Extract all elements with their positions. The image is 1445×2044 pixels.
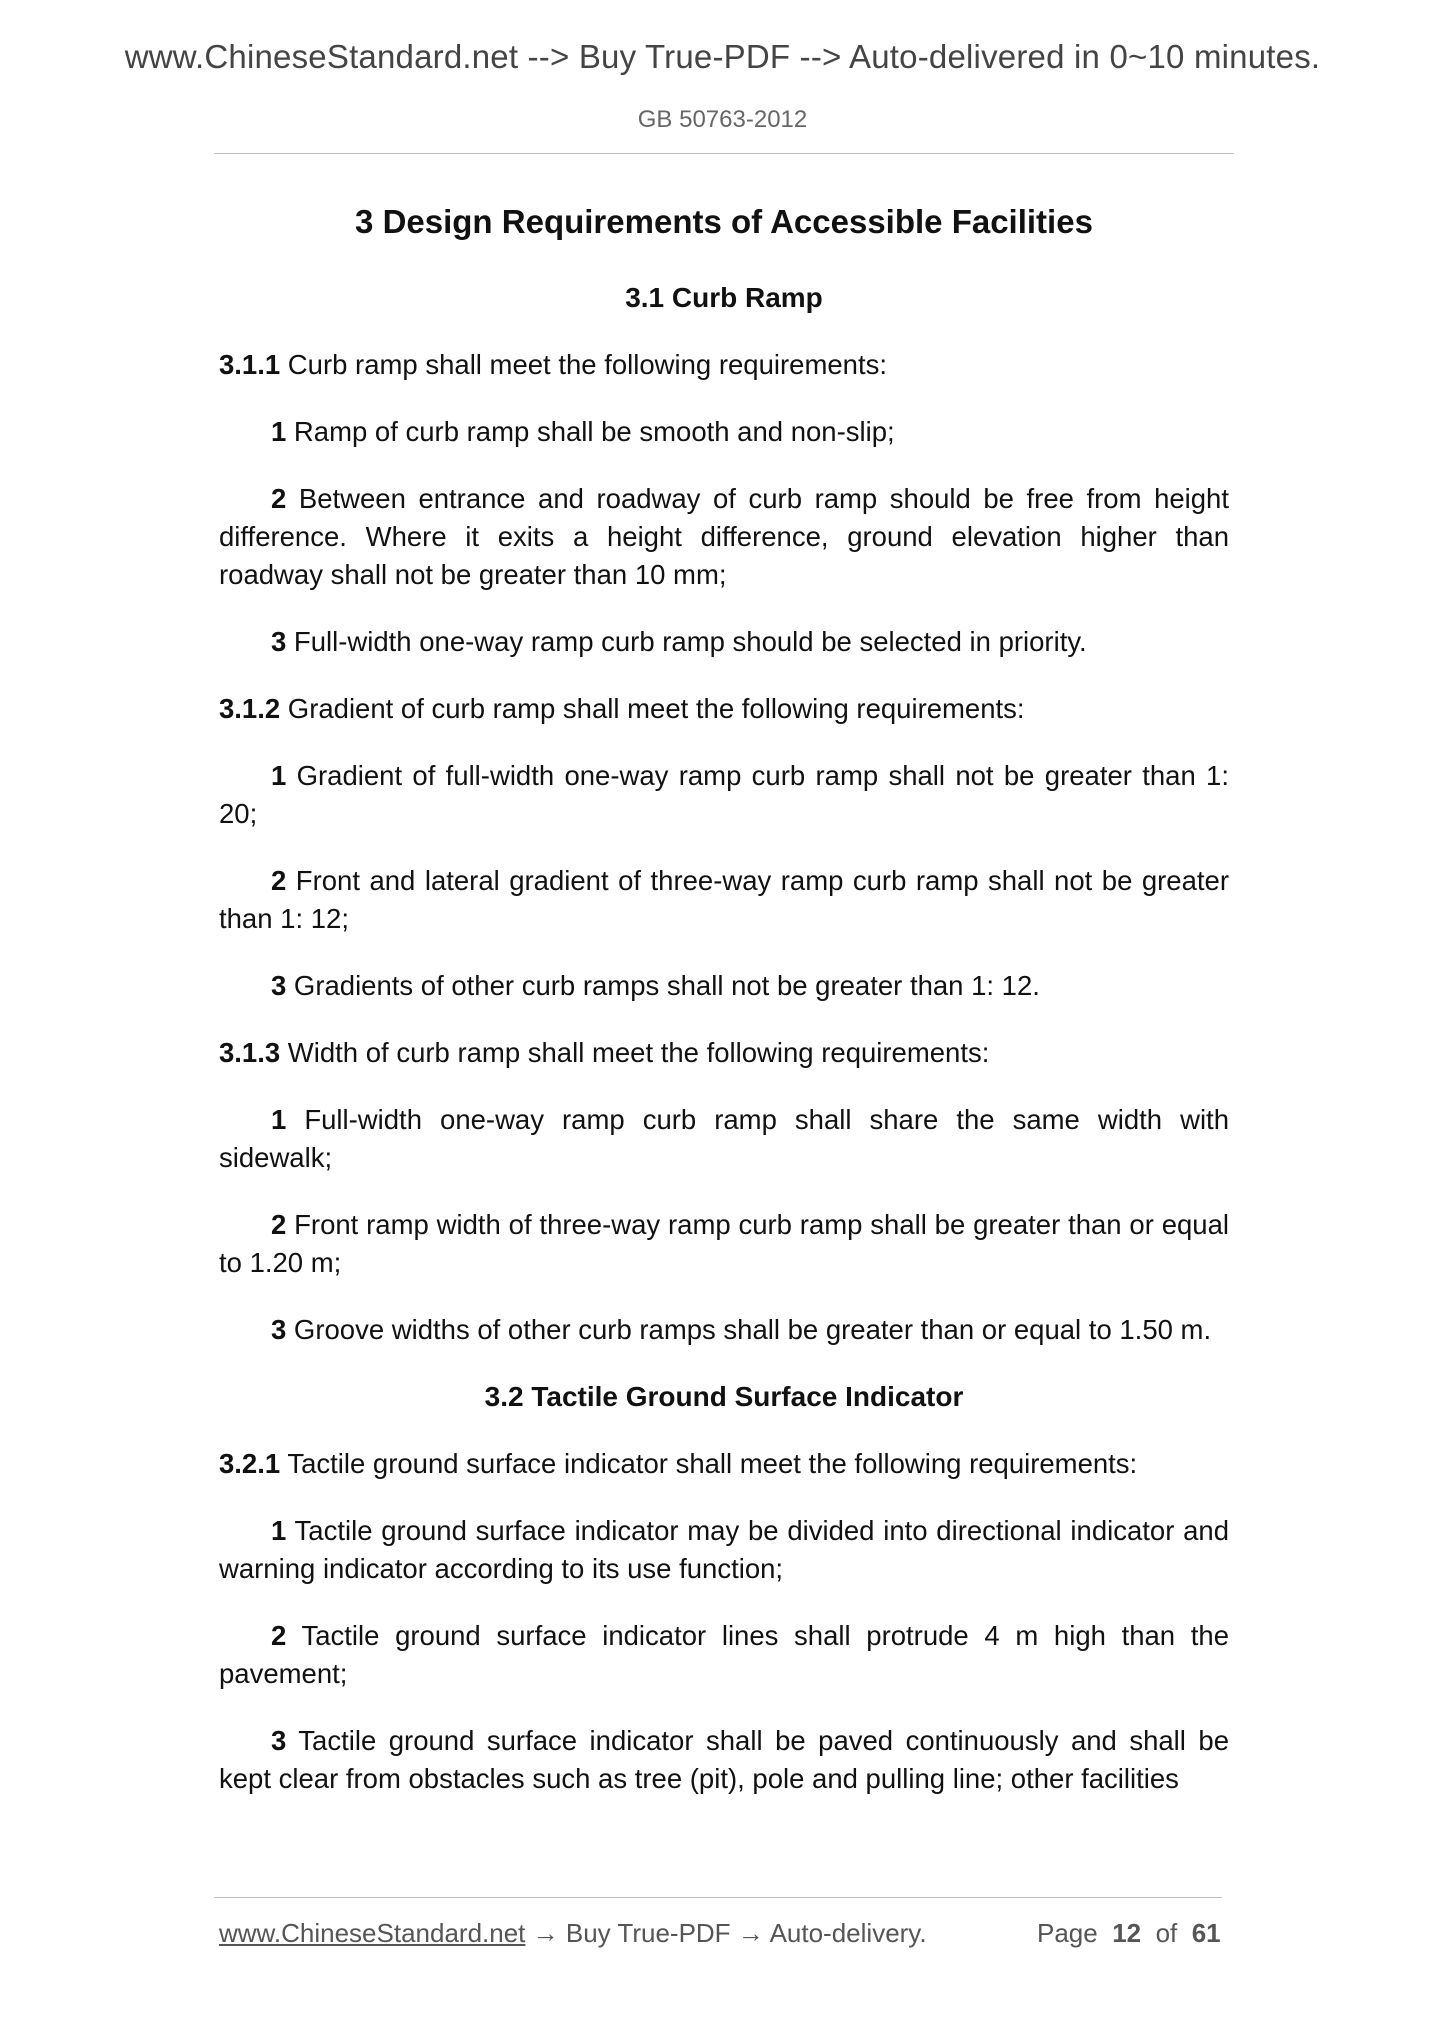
item-number: 2 [271,1620,287,1651]
item-text: Tactile ground surface indicator may be divided into directional indicator and warning indicator according to its use function; [219,1515,1229,1584]
section-title-3-1: 3.1 Curb Ramp [625,282,823,313]
item-number: 2 [271,865,287,896]
list-item [219,1206,1229,1282]
footer-site-link[interactable]: www.ChineseStandard.net [219,1918,526,1948]
item-number: 2 [271,1209,287,1240]
page-label: Page [1037,1918,1098,1948]
item-number: 3 [271,1725,287,1756]
footer-divider [214,1897,1222,1898]
item-text: Groove widths of other curb ramps shall be greater than or equal to 1.50 m. [286,1314,1212,1345]
item-text: Between entrance and roadway of curb ramp should be free from height difference. Where it exits a height difference, ground elevation higher than roadway shall not be greater than 10 mm; [219,483,1229,590]
header-divider [214,153,1234,154]
item-text: Tactile ground surface indicator lines shall protrude 4 m high than the pavement; [219,1620,1229,1689]
clause-number: 3.1.3 [219,1037,281,1068]
item-number: 1 [271,760,287,791]
clause-text: Tactile ground surface indicator shall meet the following requirements: [280,1448,1138,1479]
page-indicator [1037,1918,1221,1949]
item-number: 2 [271,483,287,514]
list-item [219,1101,1229,1177]
clause-text: Curb ramp shall meet the following requirements: [280,349,887,380]
clause-text: Gradient of curb ramp shall meet the following requirements: [280,693,1025,724]
list-item [219,967,1229,1005]
item-text: Full-width one-way ramp curb ramp should be selected in priority. [286,626,1087,657]
list-item [219,413,1229,451]
total-pages: 61 [1191,1918,1221,1948]
item-text: Ramp of curb ramp shall be smooth and non-slip; [286,416,895,447]
item-text: Full-width one-way ramp curb ramp shall share the same width with sidewalk; [219,1104,1229,1173]
item-number: 3 [271,1314,287,1345]
page-body [219,200,1229,1798]
clause-3-1-3 [219,1034,1229,1072]
standard-code: GB 50763-2012 [637,106,808,133]
item-number: 1 [271,1515,287,1546]
list-item [219,1512,1229,1588]
item-number: 3 [271,970,287,1001]
item-number: 1 [271,416,287,447]
item-text: Gradients of other curb ramps shall not be greater than 1: 12. [286,970,1040,1001]
list-item [219,1617,1229,1693]
item-number: 1 [271,1104,287,1135]
item-text: Tactile ground surface indicator shall be paved continuously and shall be kept clear from obstacles such as tree (pit), pole and pulling line; other facilities [219,1725,1229,1794]
clause-number: 3.2.1 [219,1448,281,1479]
section-title-3-2: 3.2 Tactile Ground Surface Indicator [484,1381,964,1412]
item-text: Front ramp width of three-way ramp curb ramp shall be greater than or equal to 1.20 m; [219,1209,1229,1278]
list-item [219,757,1229,833]
list-item [219,623,1229,661]
clause-number: 3.1.1 [219,349,281,380]
clause-text: Width of curb ramp shall meet the following requirements: [280,1037,990,1068]
list-item [219,1311,1229,1349]
clause-3-2-1 [219,1445,1229,1483]
clause-3-1-1 [219,346,1229,384]
of-label: of [1155,1918,1178,1948]
footer-promo-text: → Buy True-PDF → Auto-delivery. [525,1918,927,1948]
clause-3-1-2 [219,690,1229,728]
item-number: 3 [271,626,287,657]
header-banner: www.ChineseStandard.net --> Buy True-PDF --> Auto-delivered in 0~10 minutes. [124,38,1321,75]
item-text: Front and lateral gradient of three-way ramp curb ramp shall not be greater than 1: 12; [219,865,1229,934]
clause-number: 3.1.2 [219,693,281,724]
chapter-title: 3 Design Requirements of Accessible Facilities [355,203,1093,240]
page-number: 12 [1112,1918,1142,1948]
footer-promo [219,1918,927,1949]
list-item [219,1722,1229,1798]
list-item [219,480,1229,594]
list-item [219,862,1229,938]
item-text: Gradient of full-width one-way ramp curb ramp shall not be greater than 1: 20; [219,760,1229,829]
